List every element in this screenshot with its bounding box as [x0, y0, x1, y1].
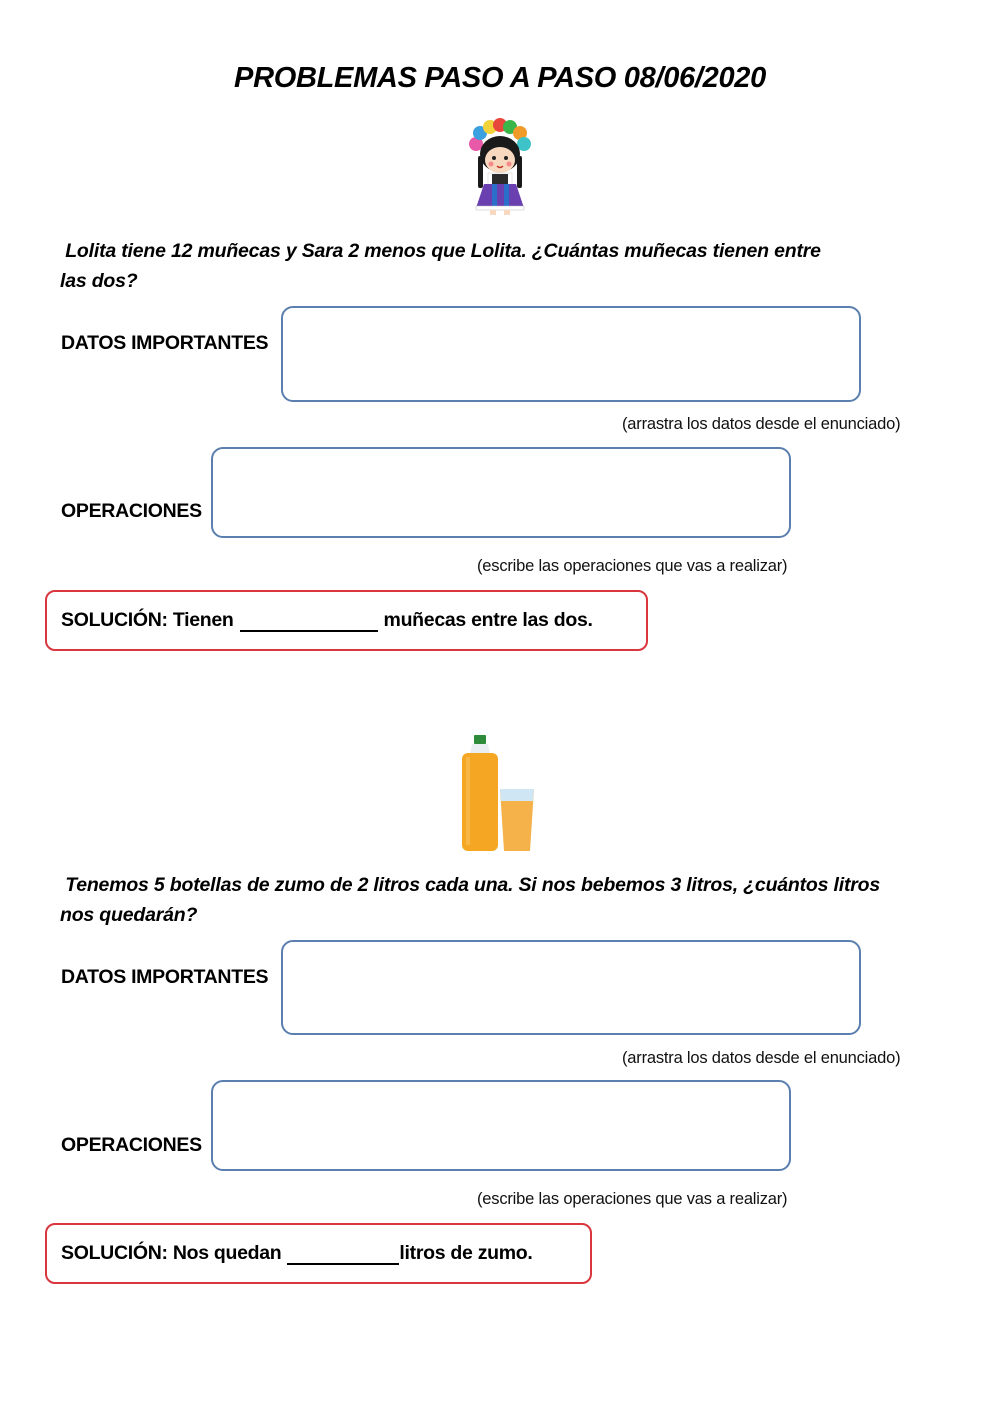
- problem-2-solution-suffix: litros de zumo.: [399, 1242, 533, 1264]
- problem-1-answer-blank[interactable]: [240, 612, 378, 632]
- problem-2-datos-hint: (arrastra los datos desde el enunciado): [622, 1049, 901, 1067]
- problem-1-statement: [60, 236, 940, 296]
- problem-2-datos-dropzone[interactable]: [281, 940, 861, 1035]
- problem-1-statement-line1: Lolita tiene 12 muñecas y Sara 2 menos que Lolita. ¿Cuántas muñecas tienen entre: [60, 240, 821, 262]
- problem-2-statement-line2: nos quedarán?: [60, 904, 198, 926]
- juice-bottle-glass-icon: [458, 733, 540, 853]
- problem-2-operaciones-label: OPERACIONES: [61, 1134, 202, 1156]
- problem-2-operaciones-hint: (escribe las operaciones que vas a realizar): [477, 1190, 788, 1208]
- problem-1-solution-box: [45, 590, 648, 651]
- page-title: PROBLEMAS PASO A PASO 08/06/2020: [234, 62, 766, 94]
- problem-1-operaciones-label: OPERACIONES: [61, 500, 202, 522]
- problem-2-operaciones-input[interactable]: [211, 1080, 791, 1171]
- problem-1-solution-prefix: SOLUCIÓN: Tienen: [61, 609, 234, 631]
- problem-2-datos-label: DATOS IMPORTANTES: [61, 966, 269, 988]
- problem-1-statement-line2: las dos?: [60, 270, 138, 292]
- problem-1-datos-dropzone[interactable]: [281, 306, 861, 402]
- problem-2-statement-line1: Tenemos 5 botellas de zumo de 2 litros cada una. Si nos bebemos 3 litros, ¿cuántos litros: [60, 874, 880, 896]
- problem-2-statement: [60, 870, 940, 930]
- doll-icon: [462, 118, 538, 218]
- problem-1-operaciones-hint: (escribe las operaciones que vas a realizar): [477, 557, 788, 575]
- problem-1-operaciones-input[interactable]: [211, 447, 791, 538]
- problem-1-solution-suffix: muñecas entre las dos.: [383, 609, 593, 631]
- problem-2-solution-prefix: SOLUCIÓN: Nos quedan: [61, 1242, 282, 1264]
- problem-1-datos-label: DATOS IMPORTANTES: [61, 332, 269, 354]
- problem-2-solution-box: [45, 1223, 592, 1284]
- problem-2-answer-blank[interactable]: [287, 1245, 399, 1265]
- problem-1-datos-hint: (arrastra los datos desde el enunciado): [622, 415, 901, 433]
